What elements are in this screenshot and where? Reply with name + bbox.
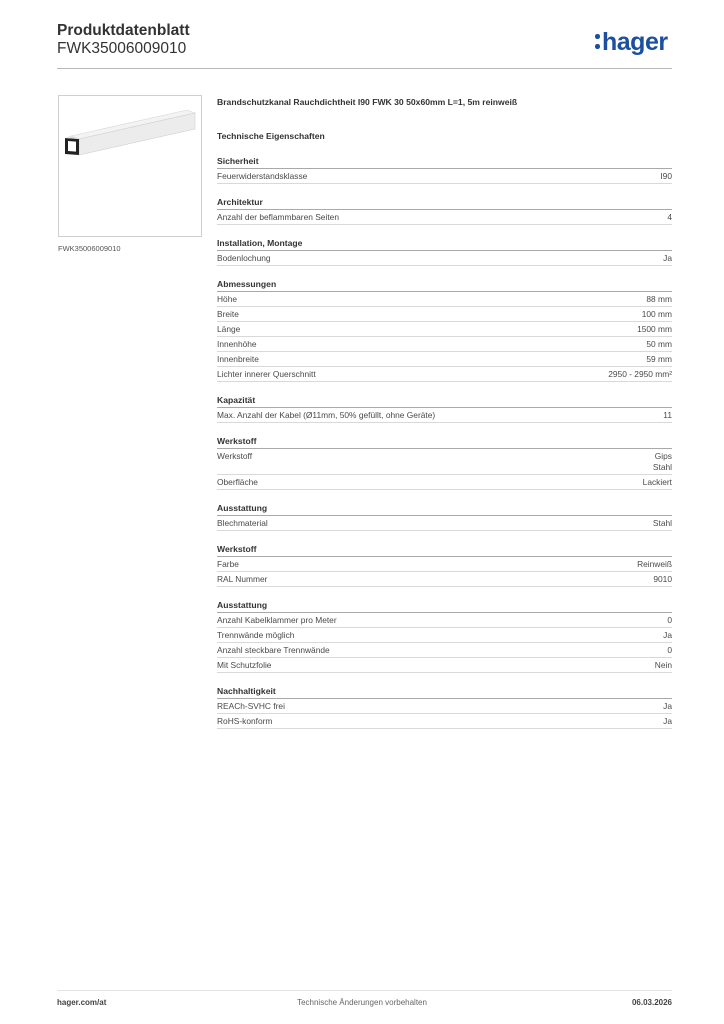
spec-label: Anzahl Kabelklammer pro Meter bbox=[217, 614, 337, 625]
spec-row bbox=[217, 251, 672, 266]
spec-value: 4 bbox=[667, 212, 672, 222]
spec-label: Blechmaterial bbox=[217, 517, 268, 528]
spec-label: Höhe bbox=[217, 294, 238, 304]
spec-value: 2950 - 2950 mm² bbox=[608, 369, 672, 379]
logo-text: hager bbox=[602, 28, 668, 56]
spec-row bbox=[217, 516, 672, 531]
product-code: FWK35006009010 bbox=[57, 40, 187, 57]
spec-value: Ja bbox=[663, 253, 672, 263]
spec-label: REACh-SVHC frei bbox=[217, 700, 285, 711]
spec-row bbox=[217, 475, 672, 490]
spec-row bbox=[217, 337, 672, 352]
spec-value: Stahl bbox=[652, 517, 672, 528]
spec-value: Gips Stahl bbox=[652, 451, 672, 472]
section-title: Nachhaltigkeit bbox=[217, 685, 672, 699]
section-title: Werkstoff bbox=[217, 543, 672, 557]
spec-row bbox=[217, 714, 672, 729]
spec-row bbox=[217, 557, 672, 572]
spec-section bbox=[217, 196, 672, 225]
spec-section bbox=[217, 278, 672, 382]
hager-logo bbox=[595, 27, 668, 57]
cable-duct-drawing bbox=[59, 96, 201, 236]
footer-website: hager.com/at bbox=[57, 998, 107, 1007]
spec-value: 11 bbox=[663, 410, 672, 420]
section-title: Kapazität bbox=[217, 394, 672, 408]
product-name: Brandschutzkanal Rauchdichtheit I90 FWK 30 50x60mm L=1, 5m reinweiß bbox=[217, 97, 518, 107]
spec-label: Oberfläche bbox=[217, 476, 258, 487]
spec-value: Reinweiß bbox=[637, 558, 672, 569]
spec-row bbox=[217, 292, 672, 307]
technical-properties-heading: Technische Eigenschaften bbox=[217, 131, 325, 141]
section-title: Ausstattung bbox=[217, 599, 672, 613]
spec-value: Ja bbox=[663, 700, 672, 711]
spec-row bbox=[217, 367, 672, 382]
spec-value: Nein bbox=[654, 659, 672, 670]
spec-value: Ja bbox=[663, 715, 672, 726]
spec-row bbox=[217, 210, 672, 225]
spec-label: Farbe bbox=[217, 558, 239, 569]
spec-section bbox=[217, 394, 672, 423]
spec-section bbox=[217, 543, 672, 587]
spec-value: I90 bbox=[660, 171, 672, 181]
spec-label: Innenbreite bbox=[217, 354, 259, 364]
spec-row bbox=[217, 169, 672, 184]
spec-row bbox=[217, 352, 672, 367]
cable-duct-image bbox=[58, 95, 202, 237]
spec-label: Bodenlochung bbox=[217, 253, 271, 263]
section-title: Ausstattung bbox=[217, 502, 672, 516]
section-title: Sicherheit bbox=[217, 155, 672, 169]
spec-section bbox=[217, 599, 672, 673]
spec-row bbox=[217, 408, 672, 423]
header-divider bbox=[57, 68, 672, 69]
document-title: Produktdatenblatt bbox=[57, 22, 190, 39]
spec-row bbox=[217, 628, 672, 643]
spec-value: Lackiert bbox=[642, 476, 672, 487]
spec-value: 100 mm bbox=[641, 309, 672, 319]
spec-label: Anzahl der beflammbaren Seiten bbox=[217, 212, 339, 222]
section-title: Architektur bbox=[217, 196, 672, 210]
spec-value: Ja bbox=[663, 629, 672, 640]
spec-label: Feuerwiderstandsklasse bbox=[217, 171, 308, 181]
footer-divider bbox=[57, 990, 672, 991]
spec-value: 1500 mm bbox=[637, 324, 672, 334]
product-specs bbox=[217, 96, 672, 729]
spec-row bbox=[217, 322, 672, 337]
spec-label: RoHS-konform bbox=[217, 715, 273, 726]
spec-row bbox=[217, 307, 672, 322]
spec-section bbox=[217, 155, 672, 184]
spec-sections bbox=[217, 155, 672, 729]
spec-row bbox=[217, 449, 672, 475]
spec-section bbox=[217, 502, 672, 531]
spec-label: Mit Schutzfolie bbox=[217, 659, 272, 670]
footer-disclaimer: Technische Änderungen vorbehalten bbox=[297, 998, 427, 1007]
spec-label: Trennwände möglich bbox=[217, 629, 295, 640]
spec-row bbox=[217, 699, 672, 714]
section-title: Abmessungen bbox=[217, 278, 672, 292]
logo-dots-icon bbox=[595, 33, 601, 50]
spec-label: Werkstoff bbox=[217, 451, 253, 461]
spec-label: Max. Anzahl der Kabel (Ø11mm, 50% gefüllt, ohne Geräte) bbox=[217, 410, 436, 420]
spec-label: Breite bbox=[217, 309, 239, 319]
spec-section bbox=[217, 435, 672, 490]
footer-date: 06.03.2026 bbox=[631, 998, 672, 1007]
spec-value: 0 bbox=[667, 644, 672, 655]
spec-label: RAL Nummer bbox=[217, 573, 268, 584]
spec-value: 88 mm bbox=[646, 294, 672, 304]
spec-label: Anzahl steckbare Trennwände bbox=[217, 644, 330, 655]
spec-label: Innenhöhe bbox=[217, 339, 257, 349]
spec-value: 0 bbox=[667, 614, 672, 625]
spec-section bbox=[217, 237, 672, 266]
section-title: Werkstoff bbox=[217, 435, 672, 449]
spec-value: 9010 bbox=[653, 573, 672, 584]
spec-row bbox=[217, 572, 672, 587]
section-title: Installation, Montage bbox=[217, 237, 672, 251]
spec-row bbox=[217, 613, 672, 628]
spec-label: Lichter innerer Querschnitt bbox=[217, 369, 316, 379]
spec-row bbox=[217, 658, 672, 673]
spec-value: 59 mm bbox=[646, 354, 672, 364]
spec-section bbox=[217, 685, 672, 729]
spec-value: 50 mm bbox=[646, 339, 672, 349]
spec-row bbox=[217, 643, 672, 658]
spec-label: Länge bbox=[217, 324, 241, 334]
image-caption: FWK35006009010 bbox=[58, 244, 121, 253]
